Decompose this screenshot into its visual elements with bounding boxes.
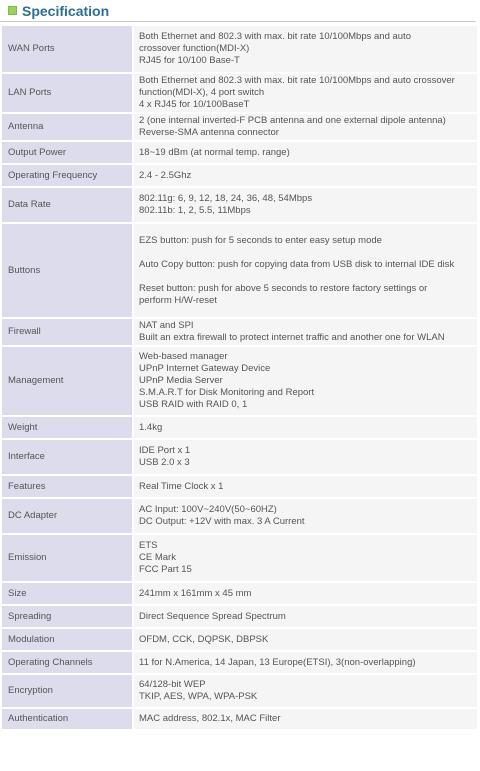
spec-row bbox=[2, 188, 477, 224]
spec-row bbox=[2, 142, 477, 165]
spec-label: Weight bbox=[2, 417, 134, 440]
square-bullet-icon bbox=[8, 6, 17, 15]
spec-value bbox=[134, 440, 477, 476]
spec-value-line: 802.11b: 1, 2, 5.5, 11Mbps bbox=[139, 205, 251, 216]
spec-row bbox=[2, 629, 477, 652]
spec-value-line: TKIP, AES, WPA, WPA-PSK bbox=[139, 691, 258, 702]
spec-value bbox=[134, 165, 477, 188]
spec-value-line: USB 2.0 x 3 bbox=[139, 457, 190, 468]
spec-label: Antenna bbox=[2, 114, 134, 142]
section-header bbox=[0, 0, 476, 22]
spec-value bbox=[134, 535, 477, 583]
spec-value bbox=[134, 26, 477, 74]
spec-value-line: AC Input: 100V~240V(50~60HZ) bbox=[139, 504, 277, 515]
spec-value-line: EZS button: push for 5 seconds to enter easy setup mode bbox=[139, 234, 382, 246]
spec-value bbox=[134, 652, 477, 675]
spec-value-line: 4 x RJ45 for 10/100BaseT bbox=[139, 99, 250, 110]
spec-value-line: NAT and SPI bbox=[139, 320, 194, 331]
spec-label: Operating Channels bbox=[2, 652, 134, 675]
spec-row bbox=[2, 499, 477, 535]
spec-table-body bbox=[2, 26, 477, 731]
spec-label: Operating Frequency bbox=[2, 165, 134, 188]
spec-row bbox=[2, 417, 477, 440]
spec-label: Size bbox=[2, 583, 134, 606]
spec-value-line: 2 (one internal inverted-F PCB antenna and one external dipole antenna) bbox=[139, 115, 446, 126]
spec-value bbox=[134, 114, 477, 142]
spec-value-line: OFDM, CCK, DQPSK, DBPSK bbox=[139, 633, 269, 645]
spec-value-line: crossover function(MDI-X) bbox=[139, 43, 250, 54]
spec-value-line: function(MDI-X), 4 port switch bbox=[139, 87, 265, 98]
spec-value-line: Both Ethernet and 802.3 with max. bit rate 10/100Mbps and auto crossover bbox=[139, 75, 455, 86]
spec-row bbox=[2, 652, 477, 675]
spec-value-line: Reset button: push for above 5 seconds to restore factory settings or bbox=[139, 282, 428, 294]
spec-value-line: Built an extra firewall to protect internet traffic and another one for WLAN bbox=[139, 332, 445, 343]
spec-value-line: 241mm x 161mm x 45 mm bbox=[139, 587, 252, 599]
spec-value bbox=[134, 476, 477, 499]
spec-table bbox=[2, 26, 477, 731]
spec-value bbox=[134, 583, 477, 606]
spec-label: Management bbox=[2, 347, 134, 417]
spec-label: Emission bbox=[2, 535, 134, 583]
spec-value bbox=[134, 629, 477, 652]
spec-value bbox=[134, 74, 477, 114]
spec-value-line: 1.4kg bbox=[139, 421, 163, 433]
spec-value-line: 802.11g: 6, 9, 12, 18, 24, 36, 48, 54Mbps bbox=[139, 193, 313, 204]
spec-label: Data Rate bbox=[2, 188, 134, 224]
spec-value-line: Web-based manager bbox=[139, 351, 228, 362]
spec-label: Spreading bbox=[2, 606, 134, 629]
spec-value bbox=[134, 606, 477, 629]
spec-value bbox=[134, 499, 477, 535]
spec-row bbox=[2, 224, 477, 319]
spec-row bbox=[2, 476, 477, 499]
spec-value bbox=[134, 224, 477, 319]
spec-label: Interface bbox=[2, 440, 134, 476]
spec-row bbox=[2, 74, 477, 114]
spec-value-line bbox=[139, 271, 471, 283]
spec-value bbox=[134, 347, 477, 417]
spec-row bbox=[2, 583, 477, 606]
spec-value-line: Reverse-SMA antenna connector bbox=[139, 127, 279, 138]
spec-value-line bbox=[139, 247, 471, 259]
spec-label: WAN Ports bbox=[2, 26, 134, 74]
spec-row bbox=[2, 165, 477, 188]
spec-value bbox=[134, 709, 477, 731]
spec-row bbox=[2, 535, 477, 583]
spec-label: Modulation bbox=[2, 629, 134, 652]
spec-value-line: UPnP Media Server bbox=[139, 375, 223, 386]
spec-value-line: RJ45 for 10/100 Base-T bbox=[139, 55, 240, 66]
spec-value-line: 11 for N.America, 14 Japan, 13 Europe(ETSI), 3(non-overlapping) bbox=[139, 656, 416, 668]
spec-value-line: perform H/W-reset bbox=[139, 294, 217, 306]
section-title: Specification bbox=[22, 2, 110, 19]
spec-value-line: FCC Part 15 bbox=[139, 564, 192, 575]
spec-row bbox=[2, 26, 477, 74]
spec-value-line: Auto Copy button: push for copying data from USB disk to internal IDE disk bbox=[139, 258, 455, 270]
spec-label: Buttons bbox=[2, 224, 134, 319]
spec-label: LAN Ports bbox=[2, 74, 134, 114]
spec-value-line: Real Time Clock x 1 bbox=[139, 480, 224, 492]
spec-value bbox=[134, 417, 477, 440]
spec-row bbox=[2, 319, 477, 347]
spec-value-line: UPnP Internet Gateway Device bbox=[139, 363, 271, 374]
spec-row bbox=[2, 606, 477, 629]
spec-value bbox=[134, 142, 477, 165]
spec-row bbox=[2, 347, 477, 417]
spec-value bbox=[134, 319, 477, 347]
spec-label: Output Power bbox=[2, 142, 134, 165]
spec-row bbox=[2, 114, 477, 142]
spec-value-line: CE Mark bbox=[139, 552, 176, 563]
spec-value-line: DC Output: +12V with max. 3 A Current bbox=[139, 516, 305, 527]
spec-label: Authentication bbox=[2, 709, 134, 731]
spec-row bbox=[2, 675, 477, 709]
spec-value bbox=[134, 675, 477, 709]
spec-value-line: 2.4 - 2.5Ghz bbox=[139, 169, 192, 181]
spec-value-line: 18~19 dBm (at normal temp. range) bbox=[139, 146, 290, 158]
spec-value-line: USB RAID with RAID 0, 1 bbox=[139, 399, 248, 410]
spec-value bbox=[134, 188, 477, 224]
spec-row bbox=[2, 709, 477, 731]
spec-label: DC Adapter bbox=[2, 499, 134, 535]
spec-value-line: IDE Port x 1 bbox=[139, 445, 191, 456]
spec-value-line: MAC address, 802.1x, MAC Filter bbox=[139, 713, 281, 724]
spec-value-line: Direct Sequence Spread Spectrum bbox=[139, 610, 286, 622]
spec-value-line: ETS bbox=[139, 540, 158, 551]
spec-label: Features bbox=[2, 476, 134, 499]
spec-label: Firewall bbox=[2, 319, 134, 347]
spec-label: Encryption bbox=[2, 675, 134, 709]
spec-row bbox=[2, 440, 477, 476]
spec-value-line: Both Ethernet and 802.3 with max. bit rate 10/100Mbps and auto bbox=[139, 31, 411, 42]
spec-value-line: 64/128-bit WEP bbox=[139, 679, 206, 690]
spec-value-line: S.M.A.R.T for Disk Monitoring and Report bbox=[139, 387, 315, 398]
